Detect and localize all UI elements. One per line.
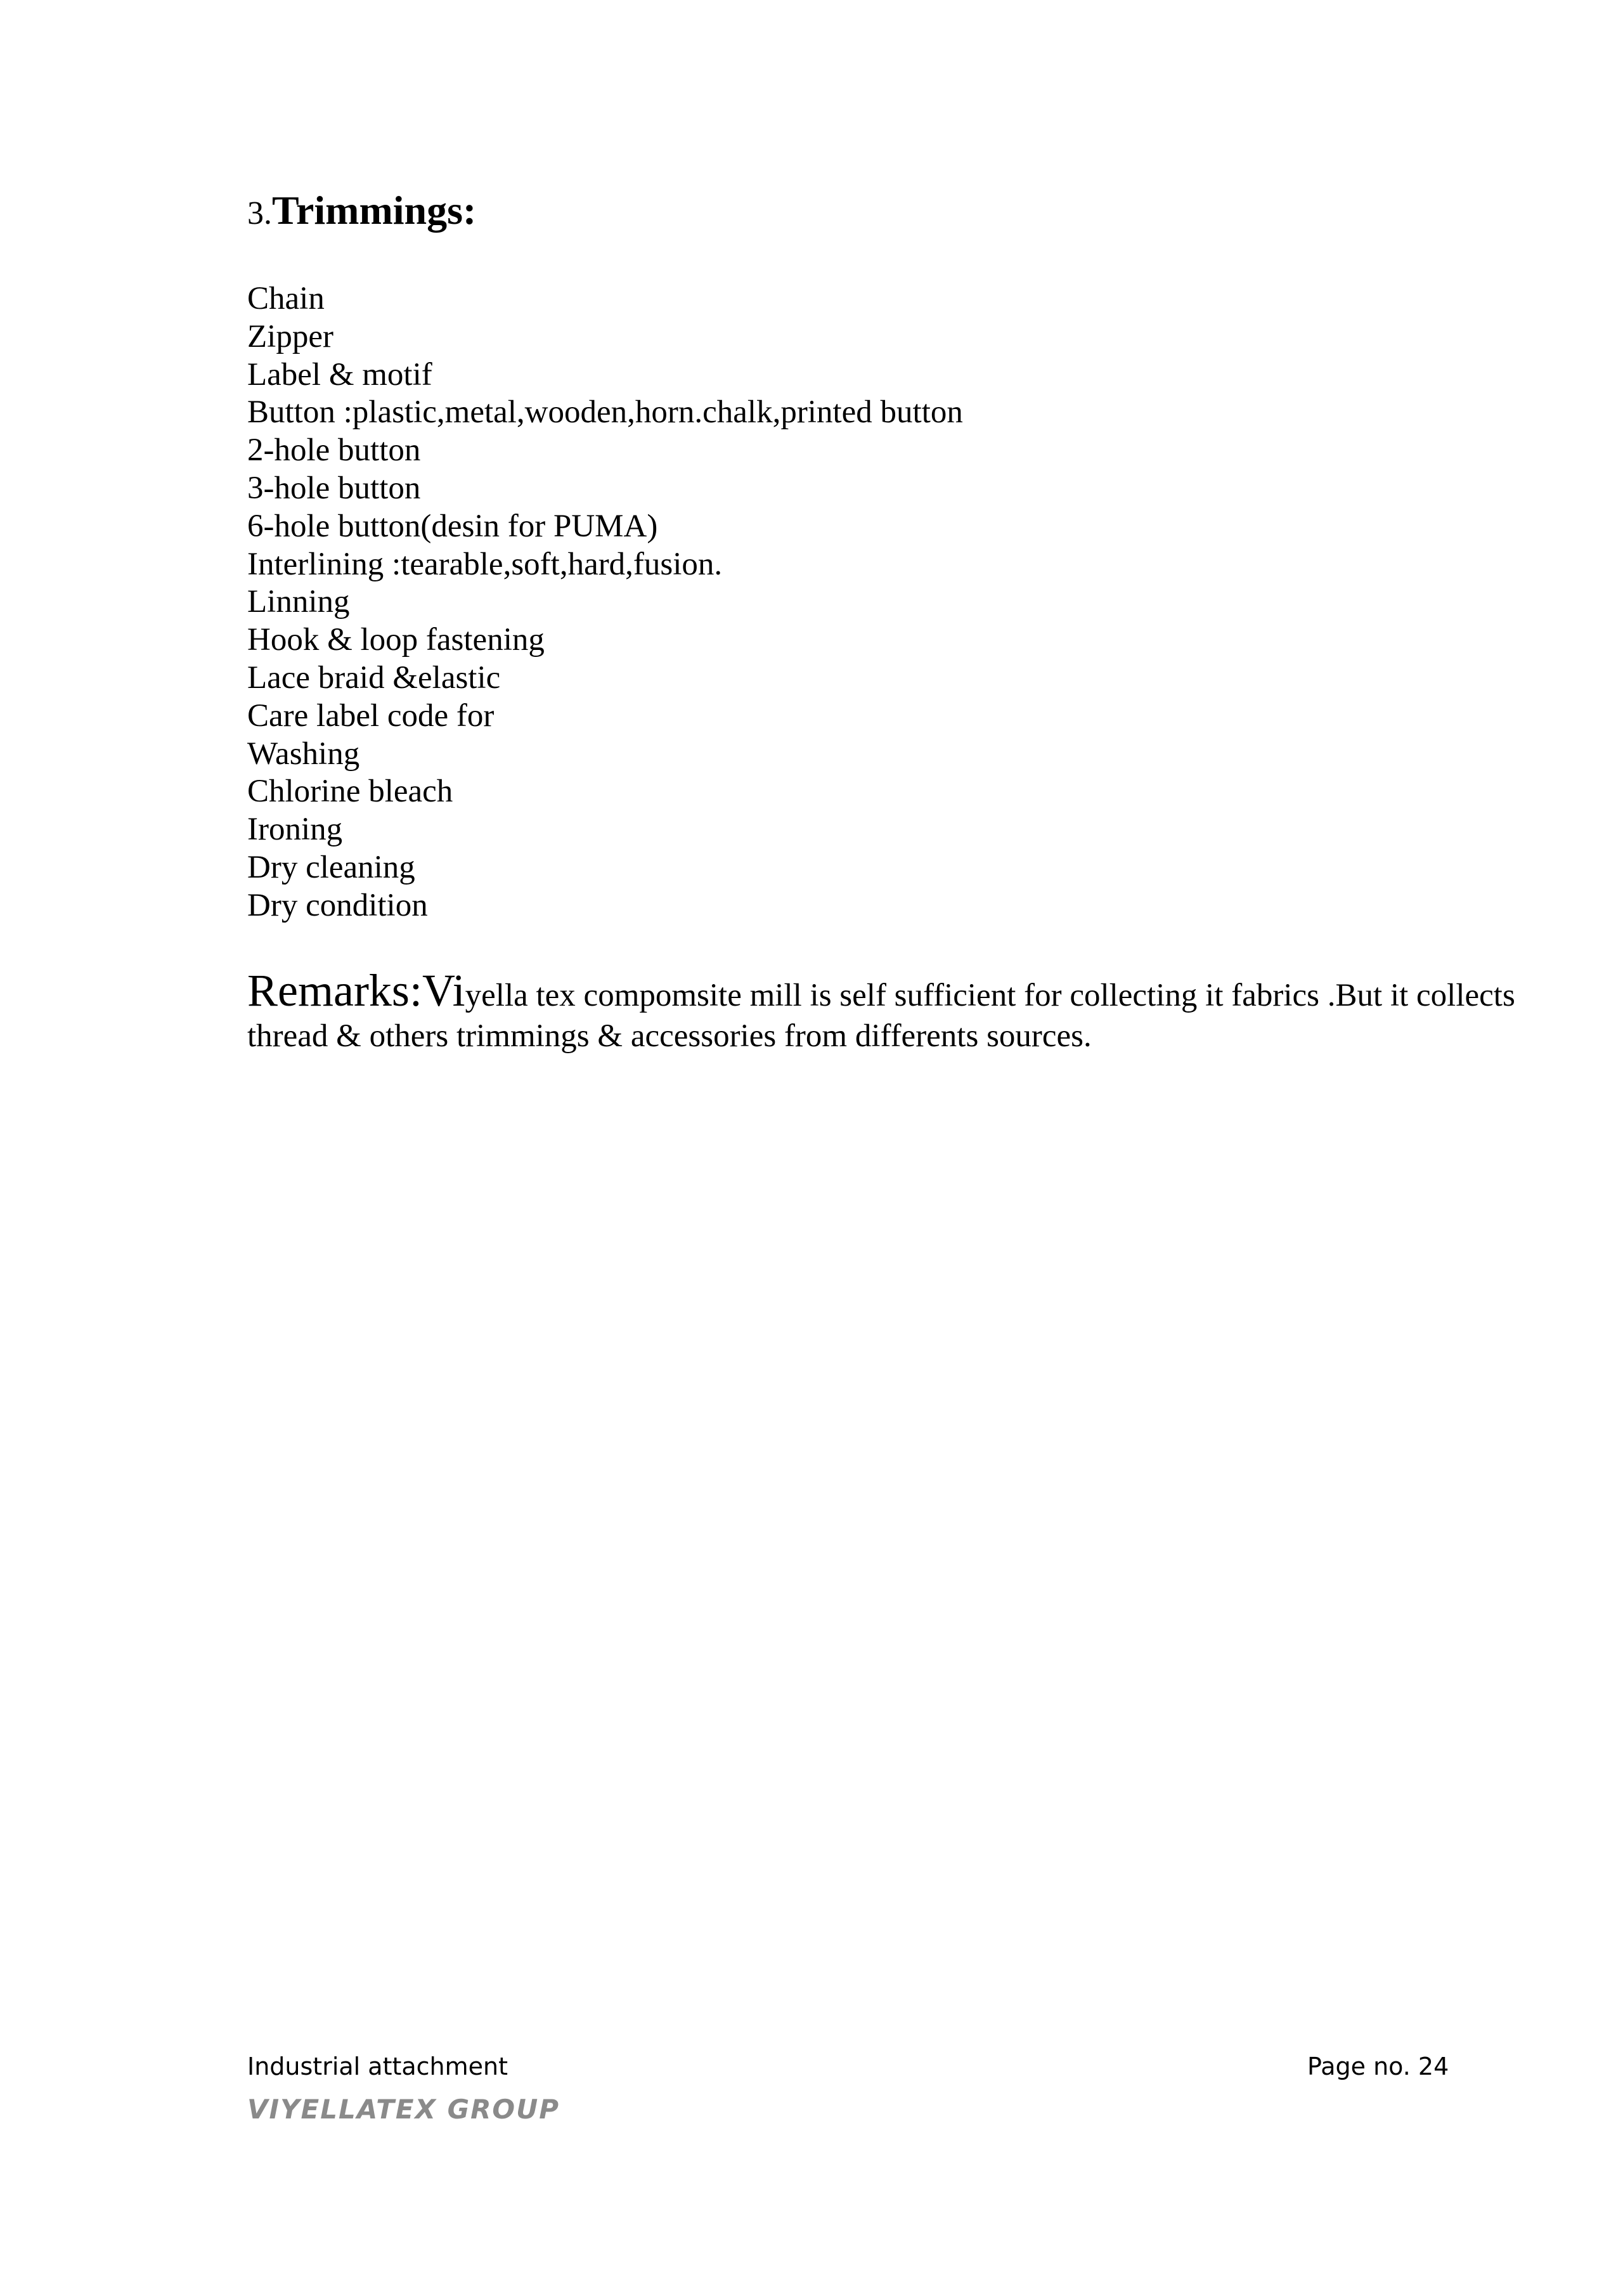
footer-page-number: Page no. 24 [1307, 2053, 1449, 2080]
remarks-paragraph [247, 965, 1560, 1056]
list-item: Ironing [247, 812, 343, 848]
list-item: 3-hole button [247, 470, 421, 506]
list-item: Washing [247, 736, 360, 772]
list-item: Chlorine bleach [247, 774, 453, 810]
trimmings-list [247, 280, 963, 925]
list-item: 2-hole button [247, 432, 421, 469]
list-item: Lace braid &elastic [247, 659, 501, 696]
section-title: Trimmings: [272, 188, 477, 233]
remarks-text: yella tex compomsite mill is self sufficient for collecting it fabrics .But it collects thread & others trimmings & accessories from differents sources. [247, 978, 1515, 1054]
section-number: 3. [247, 195, 272, 231]
list-item: Button :plastic,metal,wooden,horn.chalk,printed button [247, 394, 963, 431]
list-item: Care label code for [247, 697, 495, 734]
list-item: Dry condition [247, 887, 428, 923]
footer-title: Industrial attachment [247, 2053, 508, 2080]
list-item: Zipper [247, 318, 333, 354]
section-heading [247, 190, 476, 231]
remarks-label: Remarks: [247, 965, 422, 1016]
company-logo: VIYELLATEX GROUP [247, 2094, 560, 2125]
list-item: Linning [247, 584, 350, 620]
list-item: 6-hole button(desin for PUMA) [247, 508, 658, 544]
remarks-lead: Vi [422, 965, 465, 1016]
list-item: Hook & loop fastening [247, 622, 545, 658]
list-item: Interlining :tearable,soft,hard,fusion. [247, 546, 723, 582]
list-item: Dry cleaning [247, 849, 415, 885]
list-item: Label & motif [247, 356, 432, 392]
list-item: Chain [247, 281, 325, 316]
